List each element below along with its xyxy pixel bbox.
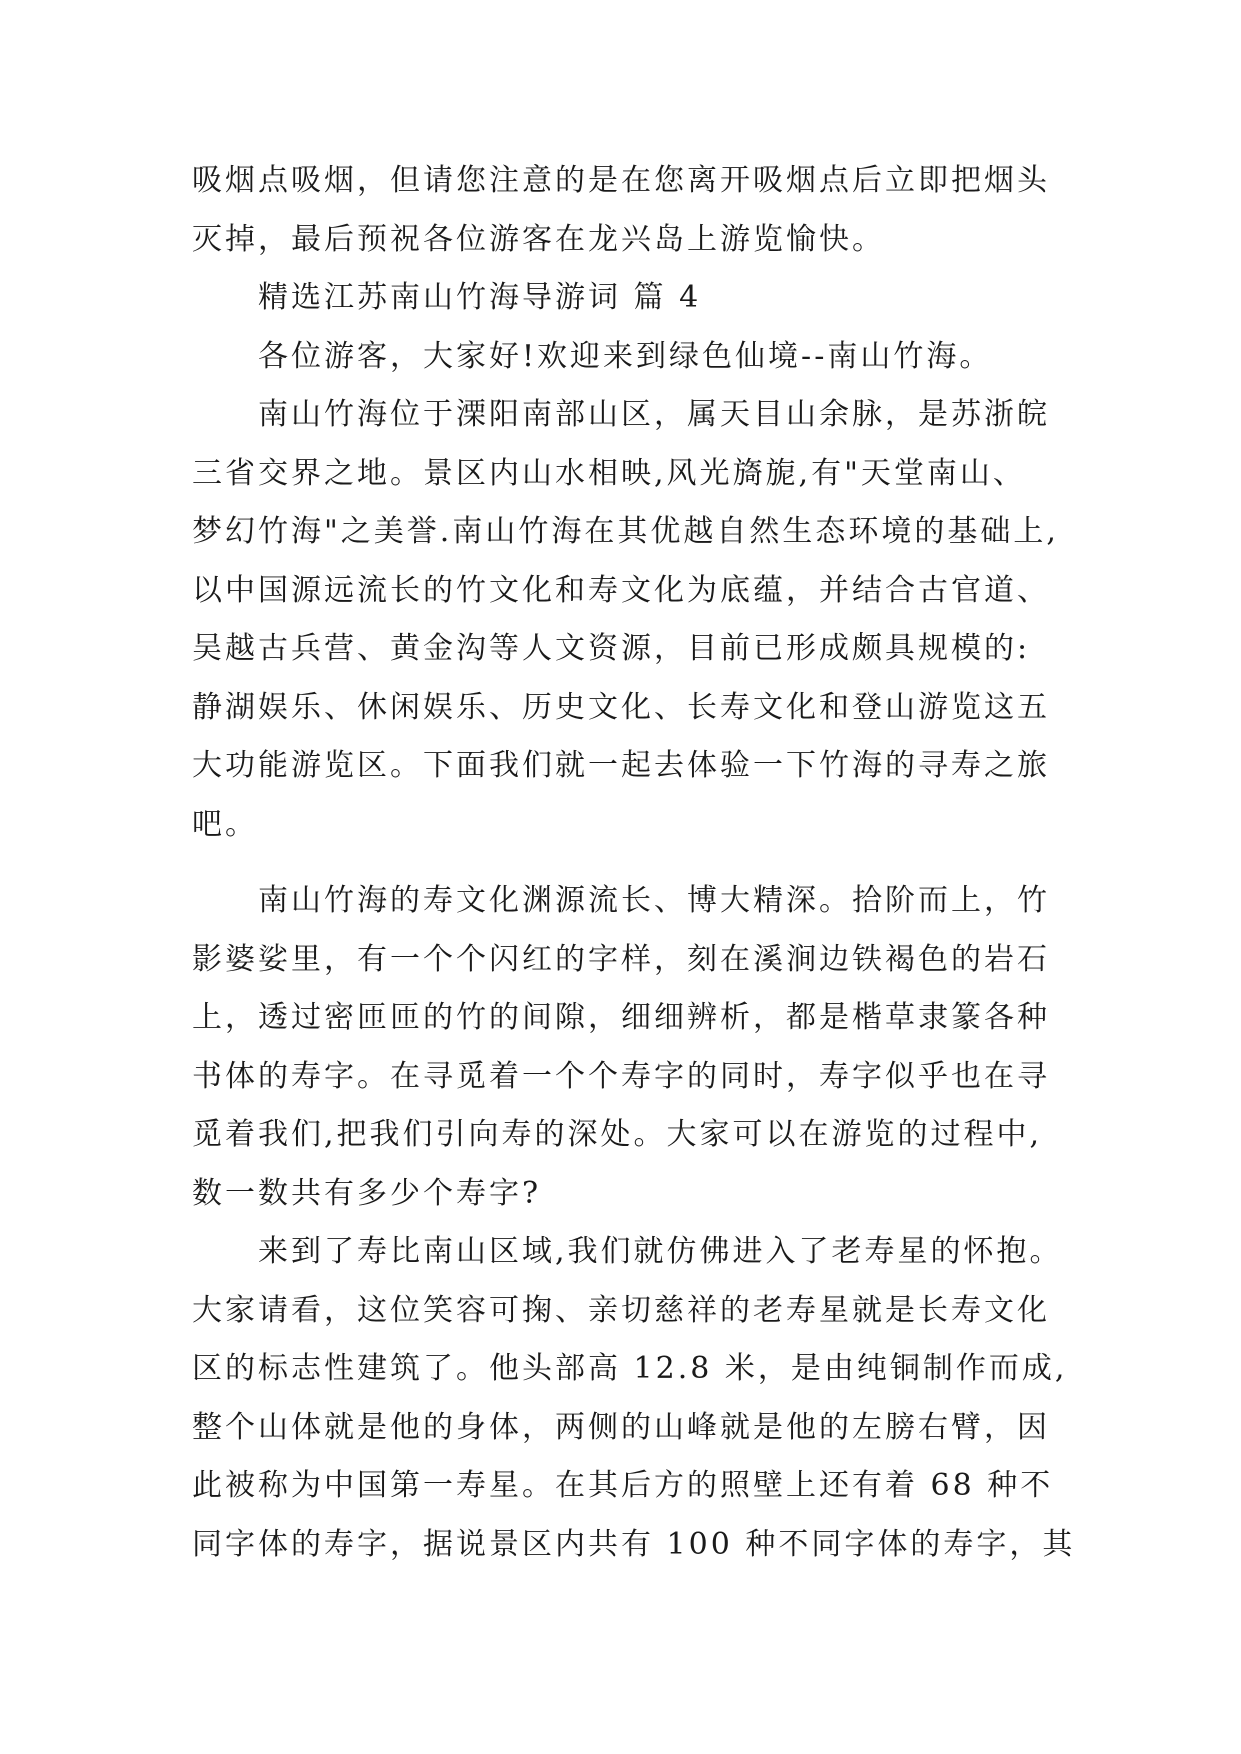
text-line: 区的标志性建筑了。他头部高 12.8 米，是由纯铜制作而成, <box>192 1351 1068 1386</box>
text-line: 大功能游览区。下面我们就一起去体验一下竹海的寻寿之旅 <box>192 748 1050 783</box>
text-line: 灭掉，最后预祝各位游客在龙兴岛上游览愉快。 <box>192 221 885 257</box>
text-line: 此被称为中国第一寿星。在其后方的照壁上还有着 68 种不 <box>192 1468 1054 1503</box>
text-line: 同字体的寿字，据说景区内共有 100 种不同字体的寿字，其 <box>192 1526 1076 1562</box>
text-line: 上，透过密匝匝的竹的间隙，细细辨析，都是楷草隶篆各种 <box>192 1000 1050 1035</box>
document-page <box>192 152 1076 1574</box>
text-line: 整个山体就是他的身体，两侧的山峰就是他的左膀右臂，因 <box>192 1409 1050 1445</box>
text-line: 大家请看，这位笑容可掬、亲切慈祥的老寿星就是长寿文化 <box>192 1292 1050 1328</box>
text-line: 以中国源远流长的竹文化和寿文化为底蕴，并结合古官道、 <box>192 572 1050 608</box>
text-line: 南山竹海位于溧阳南部山区，属天目山余脉，是苏浙皖 <box>192 397 1050 432</box>
text-line: 静湖娱乐、休闲娱乐、历史文化、长寿文化和登山游览这五 <box>192 689 1050 725</box>
text-line: 三省交界之地。景区内山水相映,风光旖旎,有"天堂南山、 <box>192 455 1026 491</box>
text-line: 吸烟点吸烟，但请您注意的是在您离开吸烟点后立即把烟头 <box>192 163 1050 198</box>
text-line: 各位游客，大家好!欢迎来到绿色仙境--南山竹海。 <box>192 338 993 374</box>
text-line: 影婆娑里，有一个个闪红的字样，刻在溪涧边铁褐色的岩石 <box>192 941 1050 977</box>
text-line: 梦幻竹海"之美誉.南山竹海在其优越自然生态环境的基础上, <box>192 514 1059 549</box>
text-line: 觅着我们,把我们引向寿的深处。大家可以在游览的过程中, <box>192 1117 1043 1152</box>
section-heading: 精选江苏南山竹海导游词 篇 4 <box>192 280 702 315</box>
text-line: 吴越古兵营、黄金沟等人文资源，目前已形成颇具规模的: <box>192 631 1031 666</box>
text-line: 吧。 <box>192 806 258 842</box>
text-line: 来到了寿比南山区域,我们就仿佛进入了老寿星的怀抱。 <box>192 1234 1063 1269</box>
text-line: 书体的寿字。在寻觅着一个个寿字的同时，寿字似乎也在寻 <box>192 1058 1050 1094</box>
text-line: 南山竹海的寿文化渊源流长、博大精深。拾阶而上，竹 <box>192 883 1050 918</box>
text-line: 数一数共有多少个寿字? <box>192 1175 542 1211</box>
